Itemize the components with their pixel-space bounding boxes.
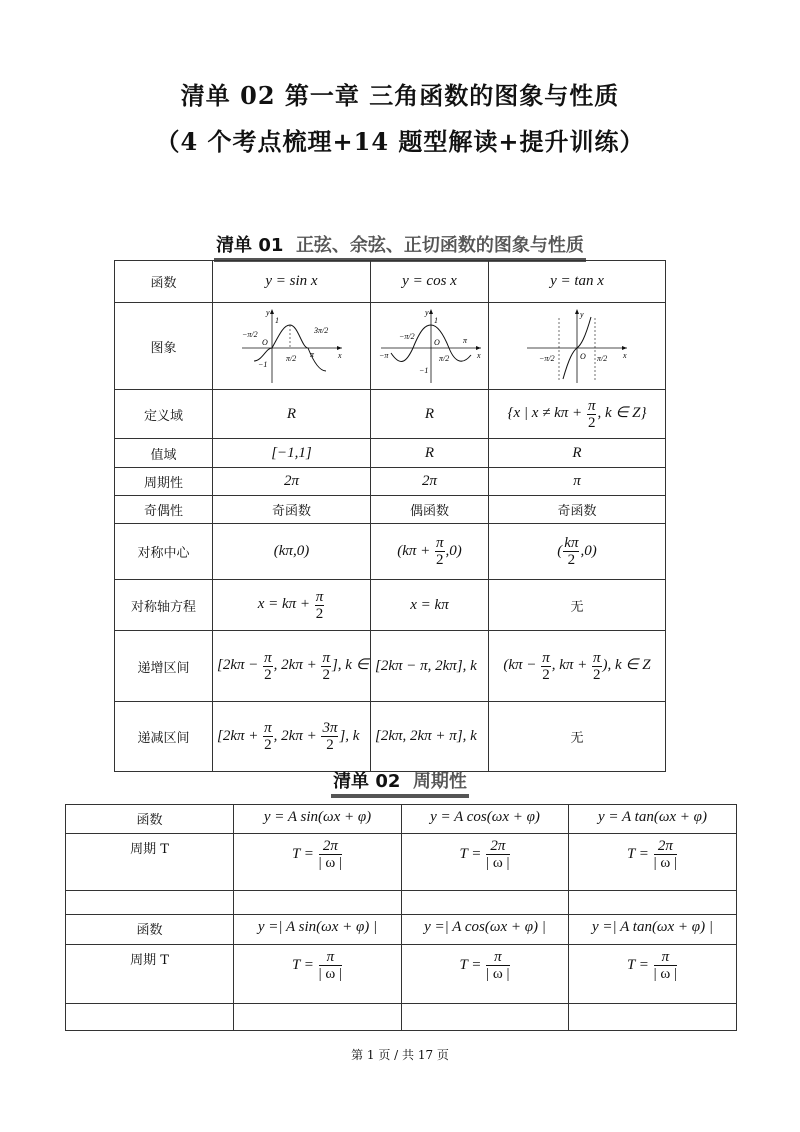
math-expression [459, 838, 510, 871]
row-label: 递增区间 [115, 631, 213, 702]
tick-label: −π/2 [399, 332, 415, 341]
table-cell [234, 891, 402, 915]
numerator: 3π [322, 720, 338, 736]
table-cell [569, 915, 737, 945]
math-text: R [424, 444, 435, 461]
table-cell [371, 496, 489, 524]
table-row [115, 702, 666, 772]
denominator: 2 [264, 666, 272, 683]
tick-label: 1 [274, 316, 279, 325]
table-cell [371, 580, 489, 631]
math-text: y =| A tan(ωx + φ) | [592, 919, 713, 935]
math-text: (kπ,0) [273, 543, 310, 559]
numerator: π [486, 949, 509, 966]
tick-label: π/2 [597, 354, 608, 363]
table-cell [213, 702, 371, 772]
math-text: [2kπ − [217, 657, 263, 674]
axis-label-y: y [425, 308, 429, 317]
table-cell [234, 805, 402, 834]
math-text: R [424, 405, 435, 422]
numerator: π [587, 397, 596, 414]
table-row [115, 631, 666, 702]
math-expression [217, 649, 369, 683]
math-text: ], k ∈ [331, 657, 369, 674]
trig-properties-table [114, 260, 666, 772]
math-expression [425, 406, 434, 422]
denominator: 2 [587, 414, 596, 431]
table-cell [569, 891, 737, 915]
table-cell [489, 439, 666, 468]
denominator: 2 [322, 666, 330, 683]
math-expression [264, 809, 371, 825]
tick-label: π [463, 336, 468, 345]
numerator: 2π [486, 838, 509, 855]
table-cell [234, 945, 402, 1004]
axis-label-x: x [623, 351, 627, 360]
math-text: 2π [421, 473, 437, 489]
math-text: T = [459, 845, 486, 862]
fraction [263, 650, 273, 683]
math-expression [459, 949, 510, 982]
table-cell [371, 524, 489, 580]
table-cell [569, 1004, 737, 1031]
table-cell [213, 439, 371, 468]
table-row [66, 805, 737, 834]
row-label: 奇偶性 [115, 496, 213, 524]
table-row [115, 261, 666, 303]
denominator: 2 [593, 666, 601, 683]
row-label: 周期 T [66, 945, 234, 1004]
table-cell [213, 580, 371, 631]
math-text: x = kπ + [257, 596, 314, 613]
math-text: R [286, 405, 297, 422]
denominator: | ω | [318, 855, 343, 871]
table-cell [569, 945, 737, 1004]
row-label: 函数 [66, 915, 234, 945]
table-cell [371, 631, 489, 702]
fraction [563, 535, 579, 568]
axis-label-y: y [580, 310, 584, 319]
math-expression [284, 473, 299, 489]
row-label: 周期性 [115, 468, 213, 496]
origin-label: O [434, 338, 440, 347]
math-text: 2π [283, 473, 299, 489]
table-cell [402, 834, 569, 891]
axis-label-x: x [337, 351, 342, 360]
row-label: 函数 [115, 261, 213, 303]
table-cell [213, 524, 371, 580]
row-label: 周期 T [66, 834, 234, 891]
table-cell [489, 631, 666, 702]
math-expression [430, 809, 540, 825]
math-expression [424, 919, 546, 935]
denominator: | ω | [318, 966, 343, 982]
math-text: y = A tan(ωx + φ) [598, 809, 707, 825]
numerator: π [593, 649, 601, 666]
tick-label: 3π/2 [313, 326, 328, 335]
math-text: ), k ∈ Z [602, 657, 651, 674]
cos-graph [371, 303, 489, 385]
cell-text: 偶函数 [409, 504, 449, 519]
math-text: ], k [339, 727, 360, 744]
cell-text: 无 [570, 599, 584, 615]
math-text: x = kπ [410, 596, 449, 613]
math-expression [410, 597, 448, 613]
denominator: 2 [264, 737, 272, 753]
table-cell [213, 631, 371, 702]
denominator: 2 [542, 666, 550, 683]
math-expression [573, 473, 581, 489]
tick-label: −1 [419, 366, 429, 375]
table-row [115, 439, 666, 468]
math-expression [557, 535, 597, 568]
table-cell [234, 1004, 402, 1031]
tick-label: −π/2 [241, 330, 258, 339]
table-cell [213, 468, 371, 496]
document-title: 清单 02 第一章 三角函数的图象与性质 [180, 81, 620, 110]
math-expression [291, 949, 343, 982]
table-cell [402, 945, 569, 1004]
table-cell [371, 439, 489, 468]
math-text: y = cos x [402, 273, 457, 289]
math-text: π [573, 473, 581, 489]
numerator: π [315, 588, 324, 605]
row-label: 递减区间 [115, 702, 213, 772]
math-expression [422, 473, 437, 489]
graph-cell [371, 303, 489, 390]
math-text: T = [626, 845, 653, 862]
graph-cell [489, 303, 666, 390]
math-expression [375, 728, 477, 744]
math-text: y = tan x [550, 273, 604, 289]
section-prefix: 清单 01 [216, 235, 284, 256]
tick-label: π/2 [285, 354, 296, 363]
math-text: , k ∈ Z} [597, 405, 647, 422]
math-expression [291, 838, 343, 871]
fraction [321, 720, 338, 753]
math-text: (kπ + [397, 542, 435, 559]
fraction [541, 650, 551, 683]
numerator: π [654, 949, 677, 966]
table-cell [371, 390, 489, 439]
fraction [654, 838, 677, 871]
tick-label: π [309, 350, 314, 359]
table-cell [234, 834, 402, 891]
table-cell [371, 702, 489, 772]
numerator: π [319, 949, 342, 966]
row-label [66, 891, 234, 915]
math-expression [503, 649, 651, 683]
row-label: 图象 [115, 303, 213, 390]
math-expression [397, 535, 462, 568]
axis-label-x: x [477, 351, 481, 360]
fraction [654, 949, 677, 982]
fraction [263, 720, 273, 753]
math-text: y = A sin(ωx + φ) [263, 809, 372, 825]
numerator: π [322, 649, 330, 666]
row-label: 对称中心 [115, 524, 213, 580]
period-table [65, 804, 737, 1031]
math-expression [274, 543, 309, 559]
math-expression [592, 919, 713, 935]
math-text: T = [291, 956, 318, 973]
math-text: y =| A cos(ωx + φ) | [424, 919, 546, 935]
math-expression [598, 809, 707, 825]
math-expression [258, 919, 377, 935]
table-cell [489, 580, 666, 631]
math-expression [257, 588, 326, 622]
math-text: ,0) [580, 542, 597, 559]
table-cell [402, 915, 569, 945]
math-text: y =| A sin(ωx + φ) | [257, 919, 378, 935]
table-cell [489, 524, 666, 580]
table-row [115, 390, 666, 439]
fraction [587, 398, 597, 431]
table-cell [213, 496, 371, 524]
table-cell [213, 261, 371, 303]
document-subtitle: （4 个考点梳理+14 题型解读+提升训练） [155, 127, 645, 156]
table-cell [569, 834, 737, 891]
math-expression [550, 273, 604, 289]
row-label: 对称轴方程 [115, 580, 213, 631]
section-title: 正弦、余弦、正切函数的图象与性质 [295, 235, 584, 256]
denominator: | ω | [486, 966, 510, 982]
math-text: T = [291, 845, 318, 862]
section-prefix: 清单 02 [333, 771, 401, 792]
math-text: ( [557, 542, 563, 559]
fraction [319, 949, 342, 982]
numerator: π [264, 720, 272, 736]
table-cell [402, 1004, 569, 1031]
table-row [115, 496, 666, 524]
axis-label-y: y [265, 308, 270, 317]
denominator: | ω | [486, 855, 510, 871]
table-row [66, 834, 737, 891]
table-row [66, 1004, 737, 1031]
origin-label: O [261, 338, 268, 347]
math-expression [265, 273, 317, 289]
fraction [319, 838, 342, 871]
numerator: π [264, 649, 272, 666]
numerator: kπ [564, 535, 579, 551]
math-expression [507, 397, 647, 431]
page-footer: 第 1 页 / 共 17 页 [351, 1048, 449, 1062]
tan-graph [517, 303, 637, 385]
fraction [592, 650, 602, 683]
tick-label: −1 [257, 360, 267, 369]
denominator: 2 [436, 552, 444, 568]
fraction [321, 650, 331, 683]
math-expression [425, 445, 434, 461]
tick-label: −π [379, 351, 389, 360]
tick-label: π/2 [439, 354, 450, 363]
math-expression [375, 658, 477, 674]
math-text: , 2kπ + [273, 657, 321, 674]
fraction [435, 535, 445, 568]
math-text: y = sin x [265, 273, 318, 289]
table-cell [371, 468, 489, 496]
sin-graph [232, 303, 352, 385]
table-cell [234, 915, 402, 945]
table-row [66, 945, 737, 1004]
denominator: | ω | [653, 966, 678, 982]
table-row [115, 580, 666, 631]
numerator: 2π [319, 838, 342, 855]
section-title: 周期性 [412, 771, 467, 792]
table-row [66, 915, 737, 945]
math-expression [572, 445, 581, 461]
tick-label: 1 [434, 316, 438, 325]
math-text: , 2kπ + [273, 727, 321, 744]
denominator: | ω | [653, 855, 678, 871]
table-cell [489, 702, 666, 772]
numerator: π [542, 649, 550, 666]
math-text: ,0) [445, 542, 462, 559]
math-text: T = [626, 956, 653, 973]
row-label: 定义域 [115, 390, 213, 439]
math-expression [626, 838, 678, 871]
denominator: 2 [315, 605, 324, 622]
table-row [66, 891, 737, 915]
math-expression [287, 406, 296, 422]
math-expression [626, 949, 678, 982]
math-text: [−1,1] [271, 444, 312, 461]
table-cell [402, 805, 569, 834]
math-text: T = [459, 956, 486, 973]
math-expression [402, 273, 457, 289]
table-row [115, 468, 666, 496]
denominator: 2 [326, 737, 334, 753]
table-cell [489, 390, 666, 439]
table-cell [489, 496, 666, 524]
section-heading-1 [0, 231, 800, 262]
denominator: 2 [567, 552, 576, 568]
math-text: (kπ − [503, 657, 541, 674]
table-cell [569, 805, 737, 834]
row-label [66, 1004, 234, 1031]
table-cell [402, 891, 569, 915]
row-label: 值域 [115, 439, 213, 468]
row-label: 函数 [66, 805, 234, 834]
table-cell [489, 261, 666, 303]
fraction [315, 589, 325, 622]
math-text: y = A cos(ωx + φ) [430, 809, 540, 825]
math-text: [2kπ − π, 2kπ], k [375, 657, 477, 674]
cell-text: 奇函数 [271, 504, 311, 519]
cell-text: 无 [570, 731, 584, 746]
table-cell [213, 390, 371, 439]
table-row [115, 303, 666, 390]
math-text: R [572, 444, 582, 461]
tick-label: −π/2 [539, 354, 555, 363]
fraction [486, 949, 509, 982]
fraction [486, 838, 509, 871]
table-cell [371, 261, 489, 303]
table-row [115, 524, 666, 580]
math-text: , kπ + [551, 657, 592, 674]
math-expression [217, 720, 360, 753]
section-heading-2 [0, 767, 800, 798]
math-text: [2kπ, 2kπ + π], k [375, 728, 477, 744]
math-expression [271, 445, 312, 461]
cell-text: 奇函数 [557, 504, 597, 519]
origin-label: O [580, 352, 586, 361]
table-cell [489, 468, 666, 496]
math-text: [2kπ + [217, 727, 263, 744]
math-text: {x | x ≠ kπ + [507, 405, 586, 422]
numerator: 2π [654, 838, 677, 855]
graph-cell [213, 303, 371, 390]
numerator: π [436, 535, 444, 551]
